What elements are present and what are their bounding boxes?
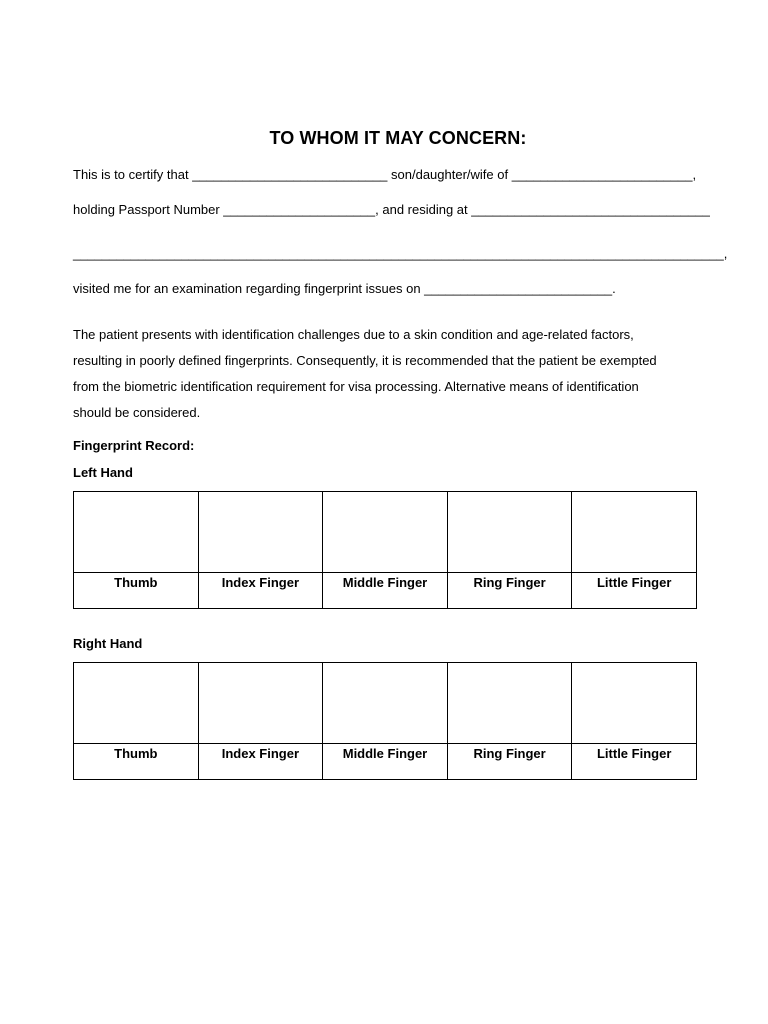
left-middle-print-box <box>323 492 448 573</box>
recommendation-paragraph <box>73 322 713 426</box>
document-title: TO WHOM IT MAY CONCERN: <box>269 128 527 148</box>
print-box-row <box>74 663 697 744</box>
left-ring-print-box <box>447 492 572 573</box>
finger-name: Middle Finger <box>323 744 448 780</box>
finger-names-row <box>74 573 697 609</box>
visit-line: visited me for an examination regarding fingerprint issues on __________________________. <box>73 281 616 296</box>
paragraph-line: should be considered. <box>73 405 201 420</box>
finger-name: Ring Finger <box>447 573 572 609</box>
right-little-print-box <box>572 663 697 744</box>
right-ring-print-box <box>447 663 572 744</box>
paragraph-line: resulting in poorly defined fingerprints. Consequently, it is recommended that the patient be exempted <box>73 353 657 368</box>
right-hand-table <box>73 662 697 780</box>
finger-name: Thumb <box>74 744 199 780</box>
right-hand-label: Right Hand <box>73 636 143 651</box>
certify-line: This is to certify that ___________________________ son/daughter/wife of _________________________, <box>73 167 697 182</box>
paragraph-line: The patient presents with identification challenges due to a skin condition and age-related factors, <box>73 327 634 342</box>
finger-name: Little Finger <box>572 744 697 780</box>
left-hand-label: Left Hand <box>73 465 133 480</box>
right-middle-print-box <box>323 663 448 744</box>
finger-name: Ring Finger <box>447 744 572 780</box>
left-thumb-print-box <box>74 492 199 573</box>
right-thumb-print-box <box>74 663 199 744</box>
finger-names-row <box>74 744 697 780</box>
finger-name: Index Finger <box>198 744 323 780</box>
passport-line: holding Passport Number _____________________, and residing at _________________________________ <box>73 202 710 217</box>
address-line: __________________________________________________________________________________________, <box>73 246 728 261</box>
left-little-print-box <box>572 492 697 573</box>
finger-name: Index Finger <box>198 573 323 609</box>
fingerprint-record-label: Fingerprint Record: <box>73 438 195 453</box>
left-hand-table <box>73 491 697 609</box>
finger-name: Middle Finger <box>323 573 448 609</box>
print-box-row <box>74 492 697 573</box>
right-index-print-box <box>198 663 323 744</box>
left-index-print-box <box>198 492 323 573</box>
finger-name: Little Finger <box>572 573 697 609</box>
finger-name: Thumb <box>74 573 199 609</box>
paragraph-line: from the biometric identification requirement for visa processing. Alternative means of identification <box>73 379 639 394</box>
